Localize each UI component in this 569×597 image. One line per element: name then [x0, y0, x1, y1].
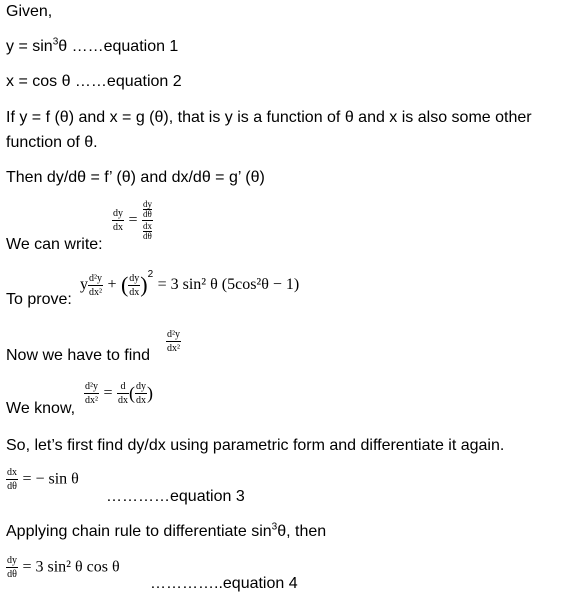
equation-1-line — [6, 37, 178, 57]
dydx-fraction: $\frac{dy}{dx}$ — [113, 208, 123, 233]
intro-paragraph: If y = f (θ) and x = g (θ), that is y is a function of θ and x is also some other function of θ. — [6, 109, 532, 151]
equation-1-suffix: θ ……equation 1 — [58, 38, 179, 55]
so-first-line: So, let’s first find dy/dx using parametric form and differentiate it again. — [6, 437, 505, 454]
equation-3-label: …………equation 3 — [106, 488, 245, 505]
now-find-formula: $\frac{\text{d²y}}{\text{dx²}}$ — [167, 329, 180, 354]
compound-fraction: dy dθ dx dθ — [142, 199, 152, 241]
we-know-label: We know, — [6, 400, 76, 417]
to-prove-formula: y $\frac{\text{d²y}}{\text{dx²}}$ + ( $\frac{dy}{dx}$ )$^2$ = 3 sin² θ (5cos²θ − 1) — [80, 268, 300, 298]
then-line: Then dy/dθ = f’ (θ) and dx/dθ = g’ (θ) — [6, 169, 265, 186]
equation-3-formula: $\frac{dx}{d\theta}$ = − sin θ — [7, 467, 79, 492]
equation-1-prefix: y = sin — [6, 38, 53, 55]
equation-4-formula: $\frac{dy}{d\theta}$ = 3 sin² θ cos θ — [7, 555, 120, 580]
to-prove-rhs: = 3 sin² θ (5cos²θ − 1) — [157, 276, 300, 294]
now-find-label: Now we have to find — [6, 347, 151, 364]
we-know-formula: $\frac{\text{d²y}}{\text{dx²}}$ = $\frac{d}{dx}$ ( $\frac{dy}{dx}$ ) — [85, 381, 153, 406]
chain-rule-line: Applying chain rule to differentiate $\sin^3\theta$, then — [6, 521, 327, 540]
d2ydx2-fraction: $\frac{\text{d²y}}{\text{dx²}}$ — [89, 272, 102, 298]
we-can-write-formula: $\frac{dy}{dx}$ = dy dθ dx dθ — [113, 199, 152, 241]
equation-2-line: x = cos θ ……equation 2 — [6, 73, 182, 90]
given-line: Given, — [6, 3, 53, 20]
we-can-write-label: We can write: — [6, 236, 103, 253]
to-prove-label: To prove: — [6, 291, 72, 308]
equation-1-power: 3 — [52, 36, 59, 48]
dydx-squared-fraction: $\frac{dy}{dx}$ — [129, 272, 140, 298]
equation-4-label: …………..equation 4 — [150, 575, 298, 592]
